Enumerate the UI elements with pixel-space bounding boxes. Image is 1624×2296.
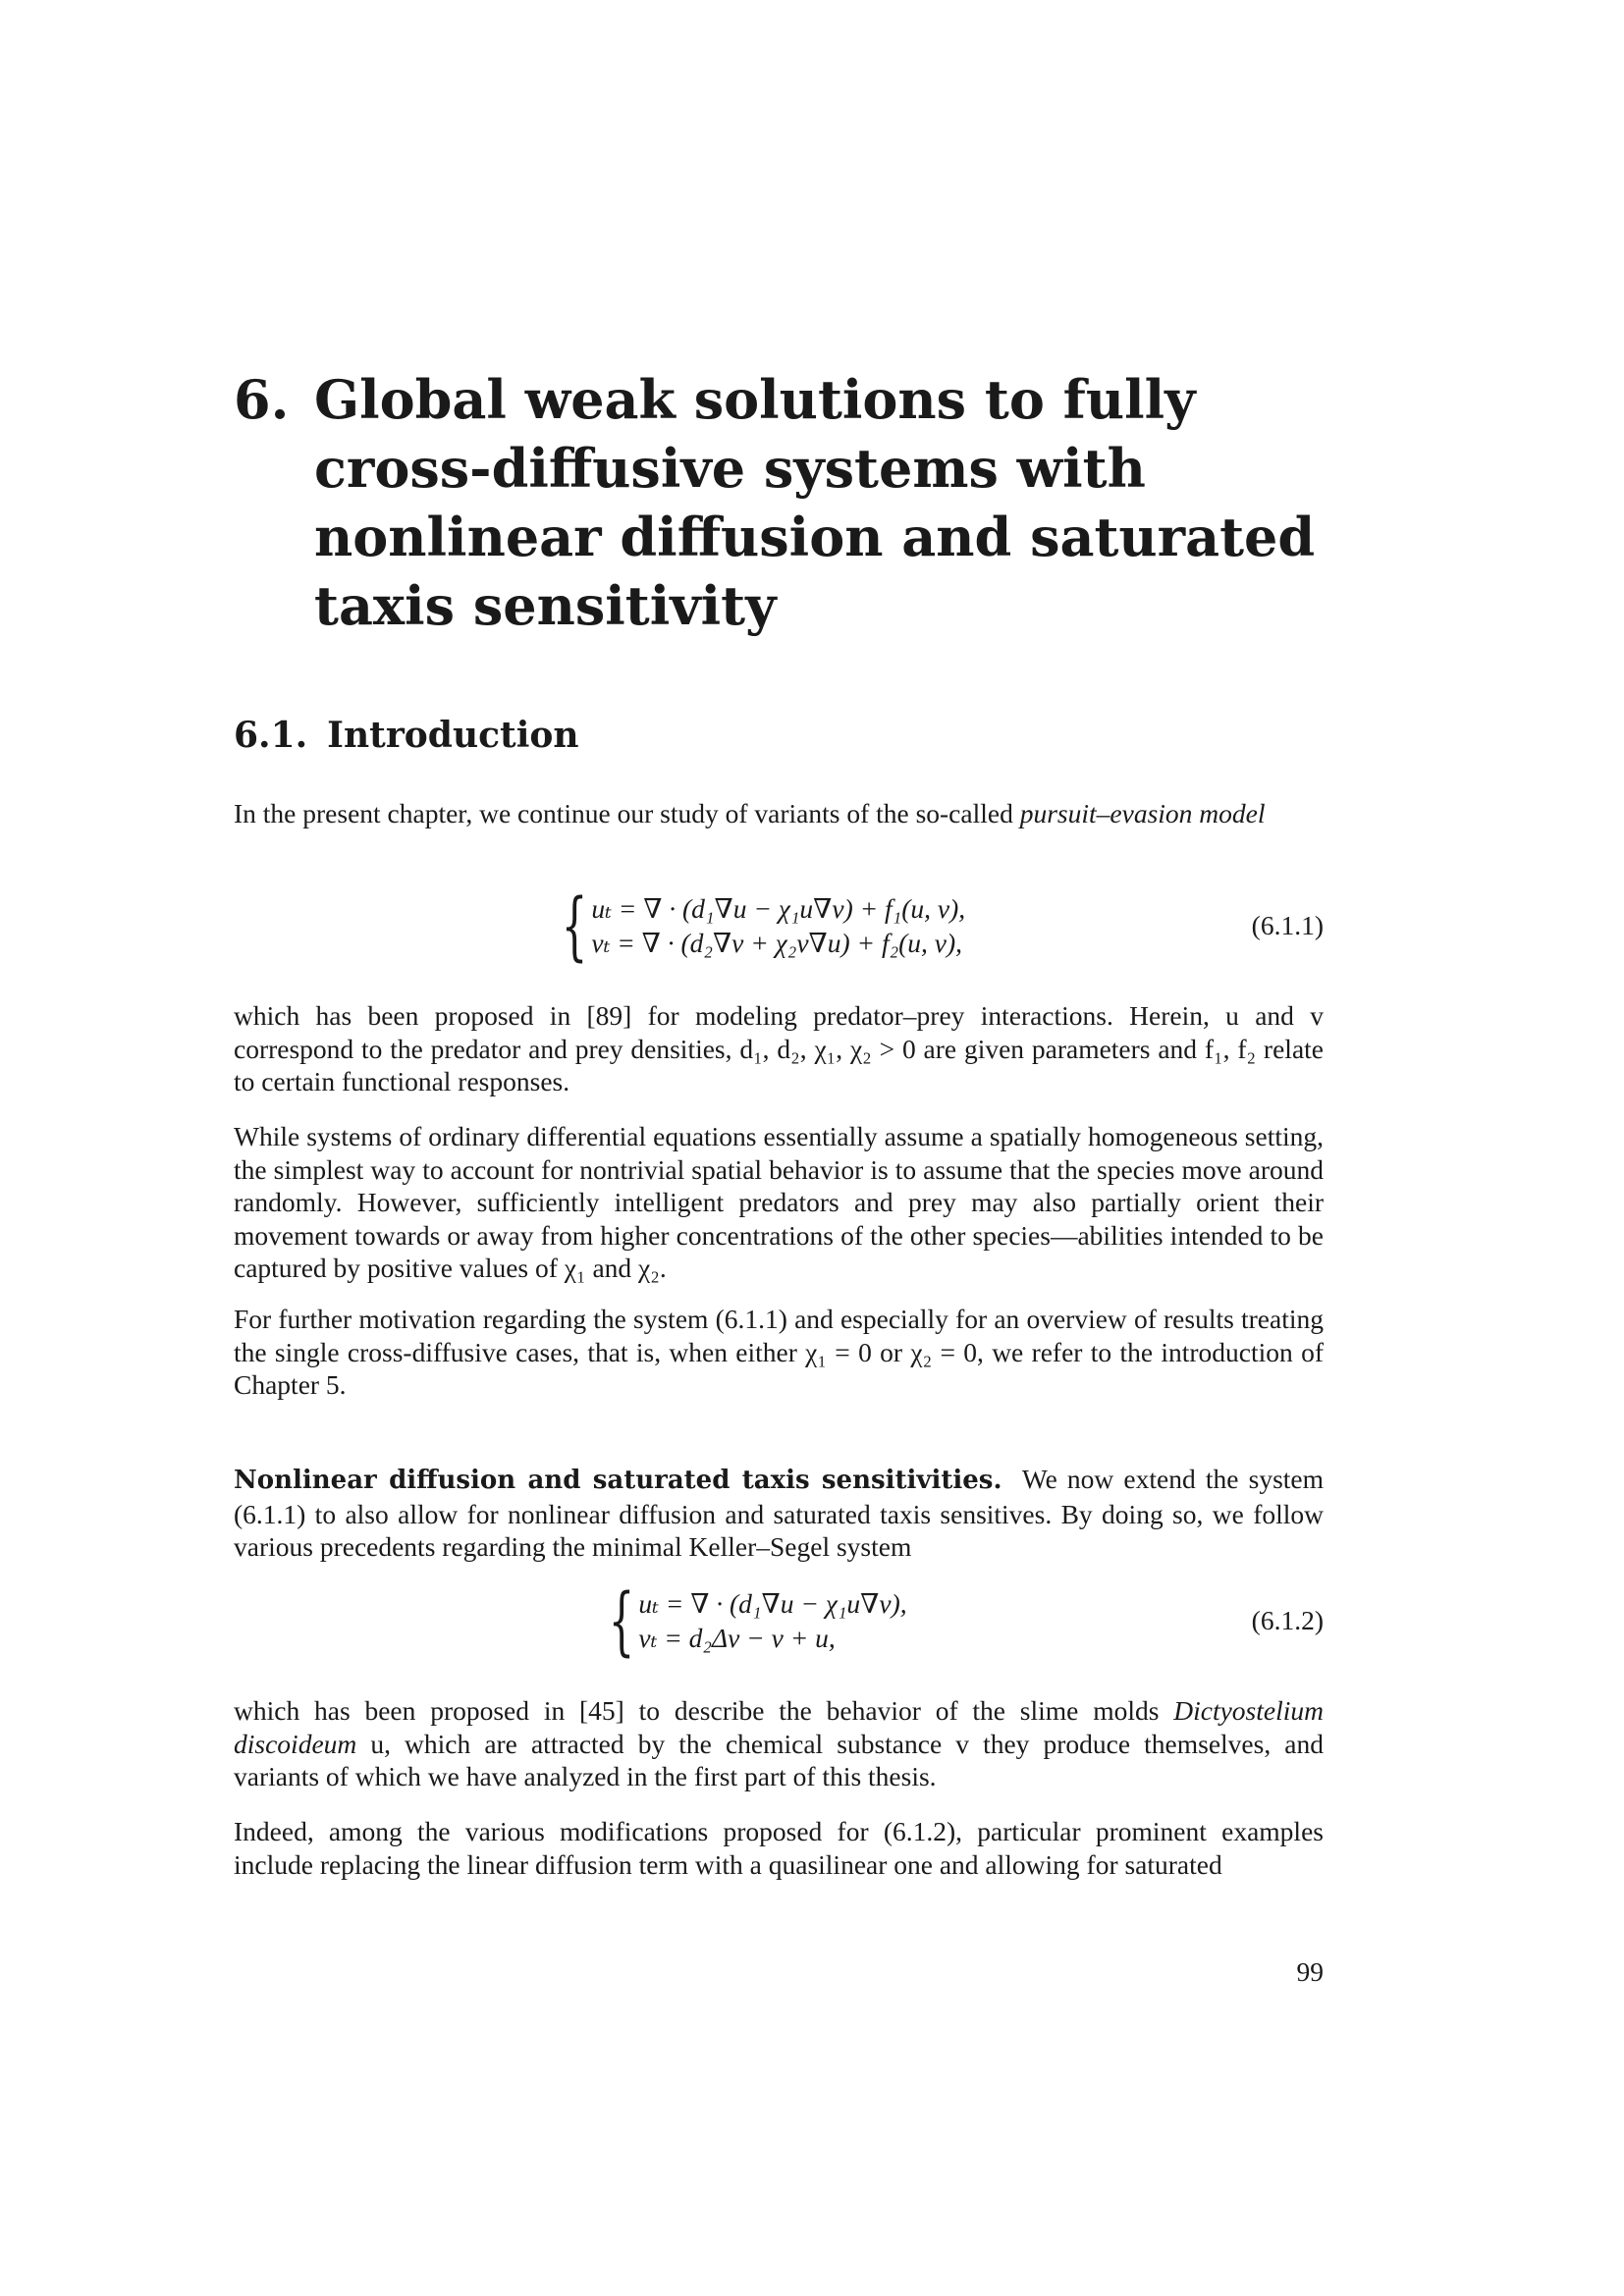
paragraph-modifications: Indeed, among the various modifications proposed for (6.1.2), particular prominent examples include replacing the linear diffusion term with a quasilinear one and allowing for saturated — [234, 1816, 1324, 1880]
paragraph-intro — [234, 797, 1324, 830]
section-number: 6.1. — [234, 715, 308, 756]
paragraph-further-motivation: For further motivation regarding the system (6.1.1) and especially for an overview of results treating the single cross-diffusive cases, that is, when either χ₁ = 0 or χ₂ = 0, we refer to the introduction of Chapter 5. — [234, 1304, 1324, 1400]
equation-6-1-1 — [234, 881, 1324, 969]
equation-line: vₜ = d₂Δv − v + u, — [638, 1623, 836, 1653]
brace-symbol: { — [608, 1576, 635, 1664]
chapter-number: 6. — [234, 368, 290, 431]
equation-label: (6.1.1) — [1251, 910, 1324, 940]
equation-line: uₜ = ∇ · (d₁∇u − χ₁u∇v), — [638, 1588, 907, 1619]
equation-6-1-2 — [234, 1576, 1324, 1664]
paragraph-model-origin: which has been proposed in [89] for modeling predator–prey interactions. Herein, u and v correspond to the predator and prey densities, d₁, d₂, χ₁, χ₂ > 0 are given parameters and f₁, f₂ relate to certain functional responses. — [234, 1000, 1324, 1096]
equation-label: (6.1.2) — [1251, 1605, 1324, 1635]
paragraph-intro-text: In the present chapter, we continue our study of variants of the so-called — [234, 798, 1020, 828]
paragraph-nonlinear-diffusion — [234, 1463, 1324, 1564]
paragraph-ode-motivation: While systems of ordinary differential equations essentially assume a spatially homogeneous setting, the simplest way to account for nontrivial spatial behavior is to assume that the species move around randomly. However, sufficiently intelligent predators and prey may also partially orient their movement towards or away from higher concentrations of the other species—abilities intended to be captured by positive values of χ₁ and χ₂. — [234, 1121, 1324, 1283]
equation-line: uₜ = ∇ · (d₁∇u − χ₁u∇v) + f₁(u, v), — [591, 893, 966, 924]
equation-line: vₜ = ∇ · (d₂∇v + χ₂v∇u) + f₂(u, v), — [591, 928, 963, 958]
paragraph-slime-text-b: u, which are attracted by the chemical substance v they produce themselves, and variants of which we have analyzed in the first part of this thesis. — [234, 1728, 1324, 1791]
paragraph-slime-molds — [234, 1694, 1324, 1793]
chapter-title-text: Global weak solutions to fully cross-diffusive systems with nonlinear diffusion and saturated taxis sensitivity — [314, 368, 1316, 637]
chapter-title — [234, 365, 1324, 640]
paragraph-nonlinear-text: We now extend the system (6.1.1) to also allow for nonlinear diffusion and saturated taxis sensitives. By doing so, we follow various precedents regarding the minimal Keller–Segel system — [234, 1464, 1325, 1562]
brace-symbol: { — [561, 881, 588, 969]
paragraph-intro-italic: pursuit–evasion model — [1019, 798, 1266, 828]
document-page — [234, 0, 1324, 2296]
section-title — [234, 714, 579, 757]
paragraph-slime-text-a: which has been proposed in [45] to describe the behavior of the slime molds — [234, 1695, 1174, 1726]
section-title-text: Introduction — [327, 715, 579, 756]
page-number: 99 — [1296, 1956, 1324, 1987]
run-in-heading: Nonlinear diffusion and saturated taxis sensitivities. — [234, 1466, 1002, 1495]
paragraph-slime-italic: Dictyostelium discoideum — [234, 1695, 1324, 1759]
